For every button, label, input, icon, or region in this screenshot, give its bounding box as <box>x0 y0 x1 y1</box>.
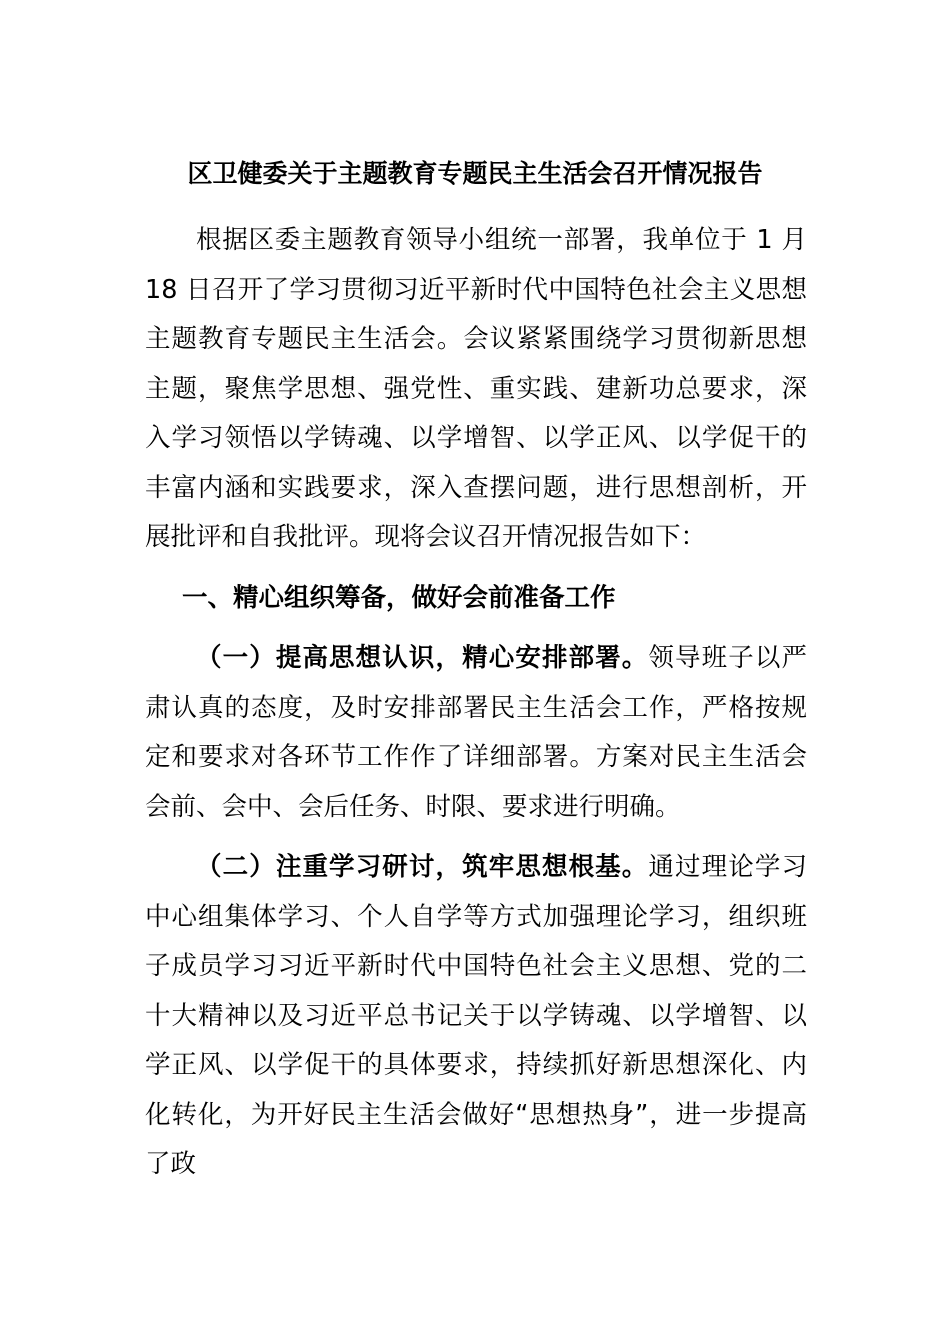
subsection-paragraph-2 <box>145 843 807 1190</box>
intro-paragraph: 根据区委主题教育领导小组统一部署，我单位于 1 月 18 日召开了学习贯彻习近平新时代中国特色社会主义思想主题教育专题民主生活会。会议紧紧围绕学习贯彻新思想主题，聚焦学思想、强党性、重实践、建新功总要求，深入学习领悟以学铸魂、以学增智、以学正风、以学促干的丰富内涵和实践要求，深入查摆问题，进行思想剖析，开展批评和自我批评。现将会议召开情况报告如下： <box>145 225 807 552</box>
document-body <box>145 216 807 1190</box>
subsection-text-1: 领导班子以严肃认真的态度，及时安排部署民主生活会工作，严格按规定和要求对各环节工作作了详细部署。方案对民主生活会会前、会中、会后任务、时限、要求进行明确。 <box>145 643 807 822</box>
subsection-paragraph-1 <box>145 634 807 832</box>
subsection-lead-2: （二）注重学习研讨，筑牢思想根基。 <box>196 852 649 882</box>
subsection-lead-1: （一）提高思想认识，精心安排部署。 <box>196 643 649 673</box>
section-heading-1: 一、精心组织筹备，做好会前准备工作 <box>181 582 616 613</box>
document-title: 区卫健委关于主题教育专题民主生活会召开情况报告 <box>187 159 763 188</box>
subsection-text-2: 通过理论学习中心组集体学习、个人自学等方式加强理论学习，组织班子成员学习习近平新时代中国特色社会主义思想、党的二十大精神以及习近平总书记关于以学铸魂、以学增智、以学正风、以学促干的具体要求，持续抓好新思想深化、内化转化，为开好民主生活会做好“思想热身”，进一步提高了政 <box>145 852 807 1179</box>
